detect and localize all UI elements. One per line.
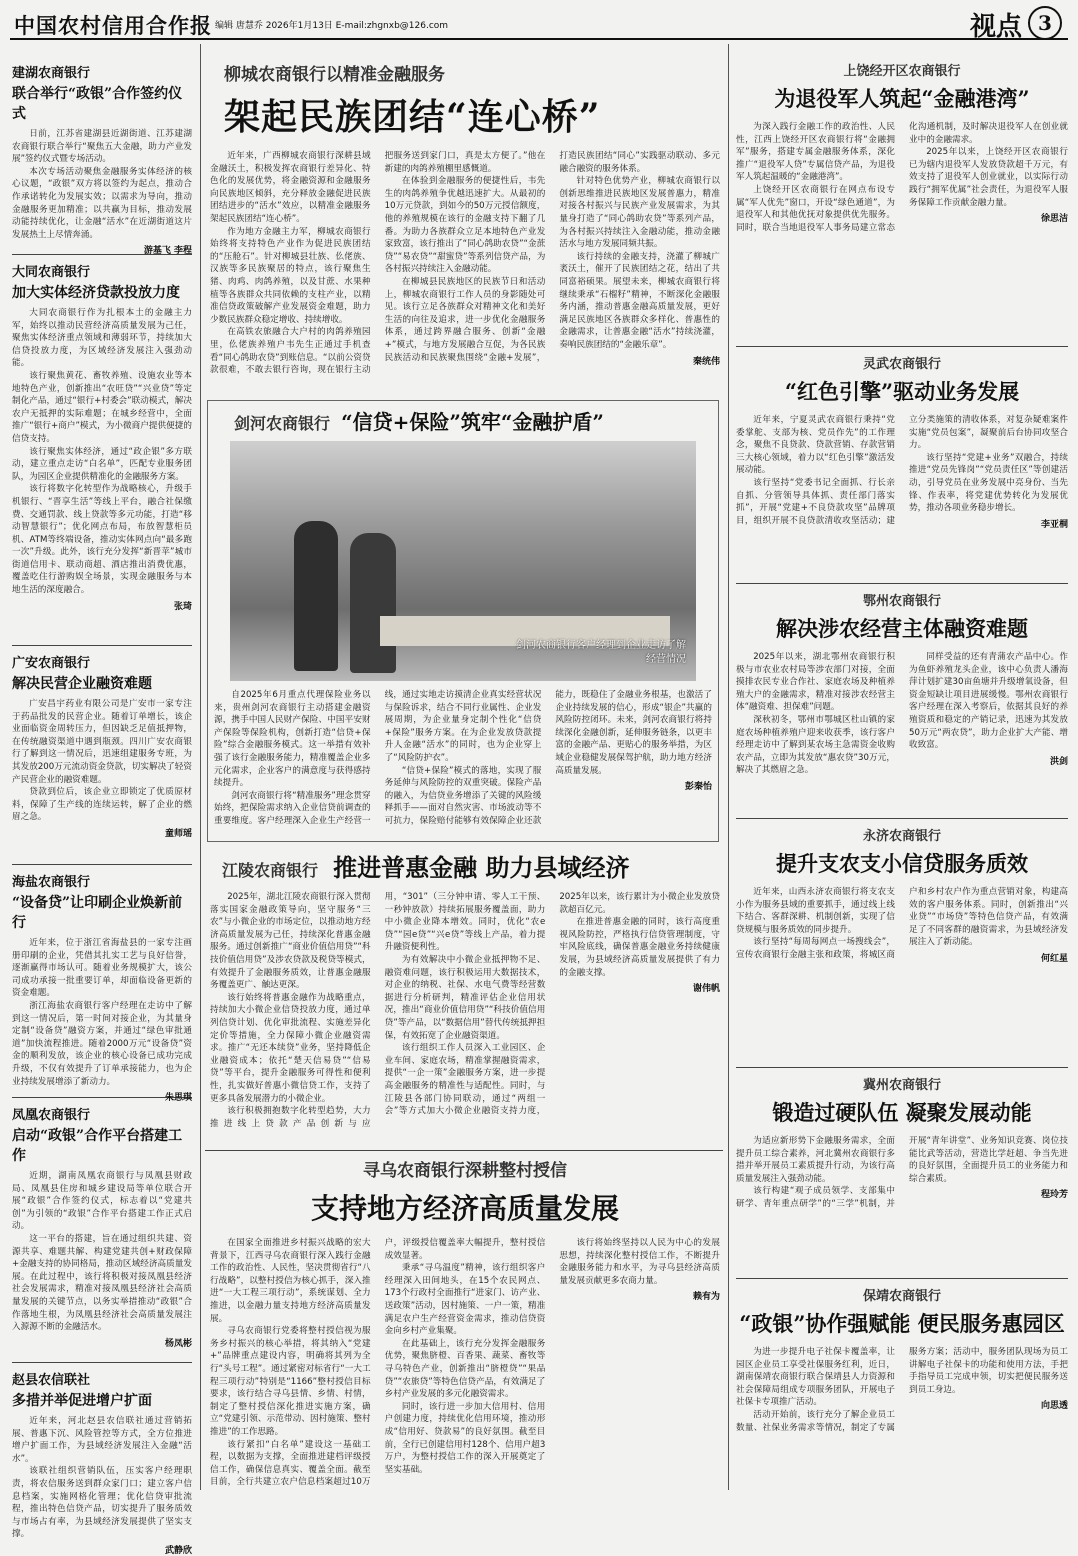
brief-body	[736, 651, 1068, 777]
article-paragraph: 该行组织工作人员深入工业园区、企业车间、家庭农场，精准掌握融资需求，提供“一企一策”金融服务方案，进一步提高金融服务的精准性与适配性。同时，与江陵县各部门协同联动，通过“两组一会”等方式加大小微企业融资支持力度，2025年以来，该行累计为小微企业发放贷款超百亿元。	[384, 892, 720, 1117]
brief-paragraph: 同样受益的还有青蒲农产品中心。作为鱼虾养殖龙头企业，该中心负责人潘海萍计划扩建30亩鱼塘并升级增氧设备，但资金短缺让项目进展缓慢。鄂州农商银行客户经理在深入考察后，依据其良好的养殖资质和稳定的产销记录，迅速为其发放50万元“两农贷”，助力企业扩大产能、增收致富。	[909, 652, 1068, 751]
article-paragraph: 寻乌农商银行党委将整村授信视为服务乡村振兴的核心举措，将其纳入“党建+”品牌重点建设内容，明确将其列为全行“头号工程”。通过紧密对标省行“一大工程三项行动”特别是“1166”整村授信目标要求，该行结合寻乌县情、乡情、村情，制定了整村授信深化推进实施方案，确立“党建引领、示范带动、因村施策、整村推进”的工作思路。	[210, 1326, 371, 1437]
brief-byline: 杨凤彬	[164, 1338, 192, 1349]
left-column	[12, 62, 192, 1556]
brief-paragraph: 日前，江苏省建湖县近湖街道、江苏建湖农商银行联合举行“聚焦五大金融，助力产业发展”签约仪式暨专场活动。	[12, 129, 192, 165]
article-headline-row	[210, 848, 720, 883]
brief-paragraph: 为适应新形势下金融服务需求，全面提升员工综合素养，河北冀州农商银行多措并举开展员工素质提升行动，为该行高质量发展注入强劲动能。	[736, 1136, 895, 1184]
article-paragraph: 在此基础上，该行充分发挥金融服务优势，聚焦脐橙、百香果、蔬菜、畜牧等寻乌特色产业，创新推出“脐橙贷”“果品贷”“农旅贷”等特色信贷产品，有效满足了乡村产业发展的多元化融资需求。	[384, 1338, 546, 1400]
brief-paragraph: 深秋初冬，鄂州市鄂城区杜山镇的家庭农场种植养殖户迎来收获季，该行客户经理走访中了解到某农场主急需资金收购农产品，立即为其发放“惠农贷”30万元，解决了其燃眉之急。	[736, 714, 895, 776]
brief-body	[736, 1346, 1068, 1434]
brief-body	[736, 121, 1068, 234]
article-paragraph: 同时，该行进一步加大信用村、信用户创建力度，持续优化信用环境，推动形成“信用好、贷款易”的良好氛围。截至目前，全行已创建信用村128个、信用户超3万户，为整村授信工作的深入开展奠定了坚实基础。	[384, 1401, 546, 1475]
article-body	[210, 1237, 720, 1493]
brief-kicker: 凤凰农商银行	[12, 1108, 91, 1123]
brief-paragraph: 上饶经开区农商银行在网点布设专属“军人优先”窗口，开设“绿色通道”，为退役军人和其他优抚对象提供优先服务。同时，联合当地退役军人事务局建立常态化沟通机制，及时解决退役军人在创业就业中的金融需求。	[736, 122, 1068, 233]
article-paragraph: 为有效解决中小微企业抵押物不足、融资难问题，该行积极运用大数据技术，对企业的纳税、社保、水电气费等经营数据进行分析研判，精准评估企业信用状况，推出“商业价值信用贷”“科技价值信用贷”等产品，以“数据信用”替代传统抵押担保，有效拓宽了企业融资渠道。	[384, 954, 546, 1041]
brief-divider	[736, 1067, 1068, 1068]
article-paragraph: 近年来，广西柳城农商银行深耕县域金融沃土，积极发挥农商银行差异化、特色化的发展优势，将金融资源和金融服务向民族地区倾斜，充分释放金融促进民族团结进步的“活水”效应，以精准金融服务架起民族团结“连心桥”。	[210, 151, 371, 224]
brief-paragraph: 这一平台的搭建，旨在通过组织共建、资源共享、难题共解、构建党建共创+财政保障+金融支持的协同格局，推动区域经济高质量发展。在此过程中，该行将积极对接凤凰县经济社会发展需求，精准对接凤凰县经济社会高质量发展的关键节点，以务实举措推动“政银”合作落地生根，为凤凰县经济社会高质量发展注入源源不断的金融活水。	[12, 1233, 192, 1333]
article-paragraph: 剑河农商银行将“精准服务”理念贯穿始终，把保险需求纳入企业信贷前调查的重要维度。客户经理深入企业生产经营一线，通过实地走访摸清企业真实经营状况与保险诉求，结合不同行业属性、企业发展周期，为企业量身定制个性化“信贷+保险”服务方案。在为企业发放贷款提升人金融“活水”的同时，也为企业穿上了“风险防护衣”。	[214, 690, 542, 826]
brief-headline: 解决民营企业融资难题	[12, 676, 152, 692]
photo-caption-line2: 经营情况	[646, 654, 686, 665]
brief-header	[736, 825, 1068, 878]
brief-paragraph: 该行坚持“党建+业务”双融合，持续推进“党员先锋岗”“党员责任区”等创建活动，引导党员在业务发展中亮身份、当先锋、作表率，将党建优势转化为发展优势，推动各项业务稳步增长。	[909, 452, 1068, 514]
brief-divider	[12, 864, 192, 865]
brief-headline: 锻造过硬队伍 凝聚发展动能	[772, 1100, 1032, 1125]
brief-paragraph: 该行坚持“每周每网点一场搜线会”，宣传农商银行金融主张和政策，将城区商户和乡村农户作为重点营销对象，构建高效的客户服务体系。同时，创新推出“兴业贷”“市场贷”等特色信贷产品，有效满足了不同客群的融资需求，为县域经济发展注入了新动能。	[736, 887, 1068, 960]
brief-byline: 游基飞 李程	[143, 246, 192, 257]
brief-byline: 洪剑	[1049, 756, 1068, 767]
brief-divider	[736, 818, 1068, 819]
article-jianhe	[214, 406, 712, 836]
brief-body	[736, 1135, 1068, 1211]
article-body	[214, 689, 712, 839]
article-byline: 赖有为	[692, 1292, 720, 1303]
photo-caption-line1: 剑河农商银行客户经理到企业走访了解	[516, 640, 686, 651]
brief-paragraph: 该行坚持“党委书记全面抓、行长亲自抓、分管领导具体抓、责任部门落实抓”，开展“党建+不良贷款攻坚”品牌项目，组织开展不良贷款清收攻坚活动；建立分类施策的清收体系，对复杂疑难案件实施“党员包案”，凝聚前后台协同攻坚合力。	[736, 415, 1068, 526]
section-title: 视点	[969, 12, 1022, 42]
brief-byline: 张琦	[173, 601, 192, 612]
article-paragraph: 在推进普惠金融的同时，该行高度重视风险防控，严格执行信贷管理制度，守牢风险底线，确保普惠金融业务持续健康发展，为县域经济高质量发展提供了有力的金融支撑。	[559, 917, 720, 978]
page-number: 3	[1028, 6, 1062, 40]
brief-paragraph: 近期，湖南凤凰农商银行与凤凰县财政局、凤凰县住房和城乡建设局等单位联合开展“政银”合作签约仪式，标志着以“党建共创”为引领的“政银”合作平台搭建工作正式启动。	[12, 1171, 192, 1232]
brief-byline: 童师瑶	[164, 828, 192, 839]
brief-article	[736, 353, 1068, 579]
brief-kicker: 上饶经开区农商银行	[843, 64, 961, 79]
brief-divider	[736, 583, 1068, 584]
brief-kicker: 保靖农商银行	[862, 1289, 941, 1304]
brief-headline: “政银”协作强赋能 便民服务惠园区	[739, 1311, 1065, 1336]
brief-body	[736, 886, 1068, 964]
article-paragraph: 该行持续的金融支持，浇灌了柳城广袤沃土，催开了民族团结之花，结出了共同富裕硕果。展望未来，柳城农商银行将继续秉承“石榴籽”精神，不断深化金融服务内涵，推动普惠金融高质量发展，更好满足民族地区各族群众多样化、普惠性的金融需求，让普惠金融“活水”持续浇灌，奏响民族团结的“金融乐章”。	[559, 251, 720, 350]
brief-paragraph: 该行聚焦实体经济，通过“政企银”多方联动，建立重点走访“白名单”，匹配专业服务团队，为园区企业提供精准化的金融服务方案。	[12, 446, 192, 482]
brief-paragraph: 近年来，山西永济农商银行将支农支小作为服务县域的重要抓手，通过线上线下结合、客群深耕、机制创新，实现了信贷规模与服务质效的同步提升。	[736, 887, 895, 935]
article-photo	[230, 441, 696, 681]
article-liucheng	[210, 60, 720, 400]
brief-byline: 李亚桐	[1040, 519, 1068, 530]
right-column	[736, 60, 1068, 1490]
brief-paragraph: 近年来，宁夏灵武农商银行秉持“党委掌舵、支部为核、党员作先”的工作理念，聚焦不良贷款、贷款营销、存款营销三大核心领域，着力以“红色引擎”激活发展动能。	[736, 415, 895, 476]
brief-headline: 联合举行“政银”合作签约仪式	[12, 86, 183, 122]
article-kicker: 剑河农商银行	[234, 414, 331, 433]
brief-body	[736, 414, 1068, 530]
brief-headline: 启动“政银”合作平台搭建工作	[12, 1128, 183, 1164]
brief-headline: “设备贷”让印刷企业焕新前行	[12, 895, 183, 931]
brief-article	[12, 261, 192, 641]
brief-paragraph: 该行将数字化转型作为战略核心，升级手机银行、“晋享生活”等线上平台，融合社保缴费、交通罚款、线上贷款等多元功能，打造“移动智慧银行”；优化网点布局，布放智慧柜员机、ATM等终端设备，推动实体网点向“最多跑一次”升级。此外，该行充分发挥“新晋苹”城市街道信用卡、联动商超、酒店推出消费优惠，覆盖吃住行游购娱全场景，实现金融服务与本地生活的深度融合。	[12, 484, 192, 596]
section-divider	[205, 1150, 723, 1151]
article-paragraph: “信贷+保险”模式的落地，实现了服务延伸与风险防控的双重突破。保险产品的融入，为信贷业务增添了关键的风险缓释抓手——面对自然灾害、市场波动等不可抗力，保险赔付能够有效保障企业还款能力，既稳住了金融业务根基，也激活了企业持续发展的信心，形成“银企”共赢的风险防控闭环。未来，剑河农商银行将持续深化金融创新，延伸服务链条，以更丰富的金融产品、更贴心的服务举措，为区域企业稳健发展保驾护航，助力地方经济高质量发展。	[384, 690, 712, 826]
brief-paragraph: 为进一步提升电子社保卡覆盖率，让园区企业员工享受社保服务红利，近日，湖南保靖农商银行联合保靖县人力资源和社会保障局组成专项服务团队，开展电子社保卡专项推广活动。	[736, 1347, 895, 1408]
article-byline: 谢伟帆	[692, 984, 720, 995]
article-paragraph: 该行始终将普惠金融作为战略重点，持续加大小微企业信贷投放力度，通过单列信贷计划、优化审批流程、实施差异化定价等措施，全力保障小微企业融资需求。推广“无还本续贷”业务，坚持降低企业融资成本；依托“楚天信易贷”“信易贷”等平台，提升金融服务可得性和便利性，扎实做好普惠小微信贷工作，支持了更多具备发展潜力的小微企业。	[210, 992, 371, 1104]
brief-headline: 多措并举促进增户扩面	[12, 1393, 152, 1409]
article-paragraph: 作为地方金融主力军，柳城农商银行始终将支持特色产业作为促进民族团结的“压舱石”。针对柳城县壮族、仫佬族、汉族等多民族聚居的特点，该行聚焦生猪、肉鸡、肉鸽养殖，以及甘蔗、水果种植等各族群众共同依赖的支柱产业，以精准信贷政策破解产业发展资金难题，助力少数民族群众稳定增收、持续增收。	[210, 226, 371, 325]
brief-byline: 武静欣	[164, 1545, 192, 1556]
article-paragraph: 在柳城县民族地区的民族节日和活动上，柳城农商银行工作人员的身影随处可见。该行立足各族群众对精神文化和美好生活的向往及追求，进一步优化金融服务体系，通过跨界融合服务、创新“金融+”模式，与地方发展融合互促，为各民族民族活动和民族聚焦围绕“金融+发展”，打造民族团结“同心”实践驱动联动、多元融合融资的服务体系。	[384, 151, 720, 363]
article-paragraph: 在高铁农旅融合大户村的肉鸽养殖园里，仫佬族养殖户韦先生正通过手机查看“同心鸽助农贷”到账信息。“以前公资贷款很难，不敢去银行咨询，现在银行主动把服务送到家门口，真是太方便了。”他在新建的肉鸽养殖棚里感慨道。	[210, 151, 546, 376]
article-jiangling	[210, 848, 720, 1148]
brief-divider	[736, 346, 1068, 347]
masthead-meta: 编辑 唐慧乔 2026年1月13日 E-mail:zhgnxb@126.com	[215, 21, 449, 31]
article-paragraph: 该行紧扣“白名单”建设这一基础工程，以数据为支撑，全面推进建档评级授信工作，确保信息真实、覆盖全面。截至目前，全行共建立农户信息档案超过10万户，评级授信覆盖率大幅提升，整村授信成效显著。	[210, 1238, 546, 1488]
brief-kicker: 灵武农商银行	[862, 357, 941, 372]
paper-name: 中国农村信用合作报	[14, 13, 212, 38]
brief-paragraph: 浙江海盐农商银行客户经理在走访中了解到这一情况后，第一时间对接企业，为其量身定制“设备贷”融资方案，并通过“绿色审批通道”加快流程推进。随着2000万元“设备贷”资金的顺利发放，该企业的核心设备已成功完成升级，不仅有效提升了订单承接能力，也为企业持续发展增添了新动力。	[12, 1000, 192, 1087]
brief-paragraph: 为深入践行金融工作的政治性、人民性，江西上饶经开区农商银行将“金融拥军”服务，搭建专属金融服务体系，深化推广“退役军人贷”专属信贷产品，为退役军人筑起温暖的“金融港湾”。	[736, 122, 895, 183]
brief-kicker: 鄂州农商银行	[862, 594, 941, 609]
article-paragraph: 在国家全面推进乡村振兴战略的宏大背景下，江西寻乌农商银行深入践行金融工作的政治性、人民性，坚决贯彻省行“八行战略”，以整村授信为核心抓手，深入推进“一大工程三项行动”，系统谋划、全力推进，以金融力量支持地方经济高质量发展。	[210, 1238, 371, 1324]
brief-paragraph: 贷款到位后，该企业立即锁定了优质原材料，保障了生产线的连续运转，解了企业的燃眉之急。	[12, 787, 192, 823]
article-kicker: 江陵农商银行	[222, 861, 319, 880]
brief-byline: 程玲芳	[1040, 1190, 1068, 1201]
brief-paragraph: 2025年以来，上饶经开区农商银行已为辖内退役军人发放贷款超千万元，有效支持了退役军人创业就业，以实际行动践行“拥军优属”社会责任，为退役军人服务保障工作贡献金融力量。	[909, 147, 1068, 208]
article-paragraph: 自2025年6月重点代理保险业务以来，贵州剑河农商银行主动搭建金融资源，携手中国人民财产保险、中国平安财产保险等保险机构，创新打造“信贷+保险”综合金融服务模式。这一举措有效补强了该行金融服务能力，精准覆盖企业多元化需求，企业客户的满意度与获得感持续提升。	[214, 690, 371, 789]
brief-header	[736, 1285, 1068, 1338]
brief-paragraph: 该联社组织营销队伍，压实客户经理职责，将农信服务送到群众家门口；建立客户信息档案，实施网格化管理；优化信贷审批流程，推出特色信贷产品，切实提升了服务质效与市场占有率，为县域经济发展提供了坚实支撑。	[12, 1466, 192, 1540]
brief-article	[736, 60, 1068, 342]
brief-article	[736, 590, 1068, 814]
brief-article	[736, 1074, 1068, 1274]
brief-article	[736, 825, 1068, 1063]
article-kicker: 柳城农商银行以精准金融服务	[224, 65, 445, 85]
brief-headline: 解决涉农经营主体融资难题	[776, 616, 1028, 641]
brief-kicker: 海盐农商银行	[12, 875, 91, 890]
brief-kicker: 建湖农商银行	[12, 66, 91, 81]
article-byline: 彭秦怡	[684, 782, 712, 793]
brief-kicker: 永济农商银行	[862, 829, 941, 844]
brief-paragraph: 广安昌宇药业有限公司是广安市一家专注于药品批发的民营企业。随着订单增长，该企业面临资金周转压力，但因缺乏足值抵押物，在传统融资渠道中遇到瓶颈。四川广安农商银行了解到这一情况后，迅速组建服务专班，为其发放200万元流动资金贷款，切实解决了轻资产民营企业的融资难题。	[12, 699, 192, 785]
brief-kicker: 冀州农商银行	[862, 1078, 941, 1093]
brief-paragraph: 大同农商银行作为扎根本土的金融主力军，始终以推动民营经济高质量发展为己任，聚焦实体经济重点领域和薄弱环节，持续加大信贷投放力度，为区域经济发展注入强劲动能。	[12, 308, 192, 369]
masthead	[10, 6, 1068, 40]
brief-divider	[12, 1362, 192, 1363]
article-kicker: 寻乌农商银行深耕整村授信	[363, 1161, 567, 1181]
brief-headline: 加大实体经济贷款投放力度	[12, 285, 180, 301]
brief-article	[12, 1104, 192, 1358]
article-headline: 推进普惠金融 助力县域经济	[333, 853, 630, 882]
brief-divider	[12, 645, 192, 646]
brief-paragraph: 近年来，位于浙江省海盐县的一家专注画册印刷的企业，凭借其扎实工艺与良好信誉，逐渐赢得市场认可。随着业务规模扩大，该公司成功承接一批重要订单，却面临设备更新的资金难题。	[12, 938, 192, 999]
brief-headline: 为退役军人筑起“金融港湾”	[774, 86, 1030, 111]
brief-article	[12, 652, 192, 860]
photo-person-1	[294, 521, 338, 671]
brief-paragraph: 本次专场活动聚焦金融服务实体经济的核心议题，“政银”双方将以签约为起点，推动合作承诺转化为发展实效；以需求为导向，推动金融服务更加精准；以共赢为目标，推动发展动能持续优化，让金融“活水”在近湖街道这片发展热土上尽情奔涌。	[12, 166, 192, 240]
brief-kicker: 赵县农信联社	[12, 1373, 91, 1388]
photo-person-2	[350, 533, 396, 673]
brief-header	[736, 590, 1068, 643]
brief-divider	[736, 1278, 1068, 1279]
brief-article	[12, 1369, 192, 1556]
brief-article	[12, 62, 192, 257]
article-byline: 秦统伟	[692, 356, 720, 367]
brief-headline: “红色引擎”驱动业务发展	[784, 379, 1020, 404]
brief-kicker: 大同农商银行	[12, 265, 91, 280]
article-headline: 架起民族团结“连心桥”	[224, 96, 601, 138]
column-divider	[200, 44, 201, 1490]
article-xunwu	[210, 1156, 720, 1490]
brief-byline: 徐思洁	[1040, 214, 1068, 225]
article-headline: “信贷+保险”筑牢“金融护盾”	[341, 410, 604, 434]
article-paragraph: 该行积极拥抱数字化转型趋势，大力推进线上贷款产品创新与应用，“301”（三分钟申请、零人工干预、一秒钟放款）持续拓展服务覆盖面，助力中小微企业降本增效。同时，优化“农e贷”“园e贷”“兴e贷”等线上产品，着力提升融资便利性。	[210, 892, 546, 1129]
brief-paragraph: 活动开始前，该行充分了解企业员工数量、社保业务需求等情况，制定了专属服务方案；活动中，服务团队现场为员工讲解电子社保卡的功能和使用方法，手把手指导员工完成申领，切实把便民服务送到员工身边。	[736, 1347, 1068, 1433]
article-paragraph: 在体验到金融服务的便捷性后，韦先生的肉鸽养殖争优越迅速扩大。从最初的10万元贷款，到如今的50万元授信额度，他的养殖规模在该行的金融支持下翻了几番。为助力各族群众立足本地特色产业发家致富，该行推出了“同心鸽助农贷”“金蔗贷”“易农贷”“甜蜜贷”等系列信贷产品，为各村振兴持续注入金融动能。	[384, 176, 546, 275]
article-body	[210, 891, 720, 1135]
article-headline-row	[214, 406, 712, 435]
brief-paragraph: 该行聚焦黄花、畜牧养殖、设施农业等本地特色产业，创新推出“农旺贷”“兴业贷”等定制化产品，通过“银行+村委会”联动模式，解决农户无抵押的实际难题；在城乡经营中，全面推广“银行+商户”模式，为小微商户提供便捷的信贷支持。	[12, 370, 192, 444]
brief-paragraph: 近年来，河北赵县农信联社通过营销拓展、普惠下沉、风险管控等方式，全方位推进增户扩面工作，为县域经济发展注入金融“活水”。	[12, 1416, 192, 1464]
brief-article	[12, 871, 192, 1104]
brief-article	[736, 1285, 1068, 1471]
article-paragraph: 2025年，湖北江陵农商银行深入贯彻落实国家金融政策导向，坚守服务“三农”与小微企业的市场定位，以推动地方经济高质量发展为己任，持续深化普惠金融服务。通过创新推广“商业价值信用贷”“科技价值信用贷”及涉农贷款及税贷等模式，有效提升了金融服务质效，让普惠金融服务覆盖更广、触达更深。	[210, 892, 371, 991]
brief-paragraph: 该行构建“观子成员领学、支部集中研学、青年重点研学”的“三学”机制，并开展“青年讲堂”、业务知识竞赛、岗位技能比武等活动，营造比学赶超、争当先进的良好氛围，全面提升员工的业务能力和综合素质。	[736, 1136, 1068, 1209]
brief-header	[736, 353, 1068, 406]
article-headline: 支持地方经济高质量发展	[310, 1192, 619, 1225]
brief-header	[736, 60, 1068, 113]
brief-kicker: 广安农商银行	[12, 656, 91, 671]
article-body	[210, 150, 720, 386]
brief-byline: 朱思琪	[164, 1093, 192, 1104]
brief-header	[736, 1074, 1068, 1127]
article-paragraph: 针对特色优势产业，柳城农商银行以创新思维推进民族地区发展普惠力，精准对接各村振兴与民族产业发展需求，为其量身打造了“同心鸽助农贷”等系列产品，为各村振兴持续注入金融动能，推动金融活水与地方发展同频共振。	[559, 176, 720, 250]
brief-paragraph: 2025年以来，湖北鄂州农商银行积极与市农业农村局等涉农部门对接，全面摸排农民专业合作社、家庭农场及种植养殖大户的金融需求，精准对接涉农经营主体“融资难、担保难”问题。	[736, 652, 895, 713]
photo-caption	[516, 639, 686, 667]
article-paragraph: 该行将始终坚持以人民为中心的发展思想，持续深化整村授信工作，不断提升金融服务能力和水平，为寻乌县经济高质量发展贡献更多农商力量。	[559, 1238, 720, 1286]
brief-byline: 何红星	[1040, 953, 1068, 964]
article-paragraph: 秉承“寻乌温度”精神，该行组织客户经理深入田间地头，在15个农民网点、173个行政村全面推行“进家门、访产业、送政策”活动，因村施策、一户一策，精准满足农户生产经营资金需求，推动信贷资金向乡村产业集聚。	[384, 1263, 546, 1337]
column-divider	[728, 44, 729, 1490]
brief-byline: 向思透	[1040, 1401, 1068, 1412]
brief-headline: 提升支农支小信贷服务质效	[776, 851, 1028, 876]
